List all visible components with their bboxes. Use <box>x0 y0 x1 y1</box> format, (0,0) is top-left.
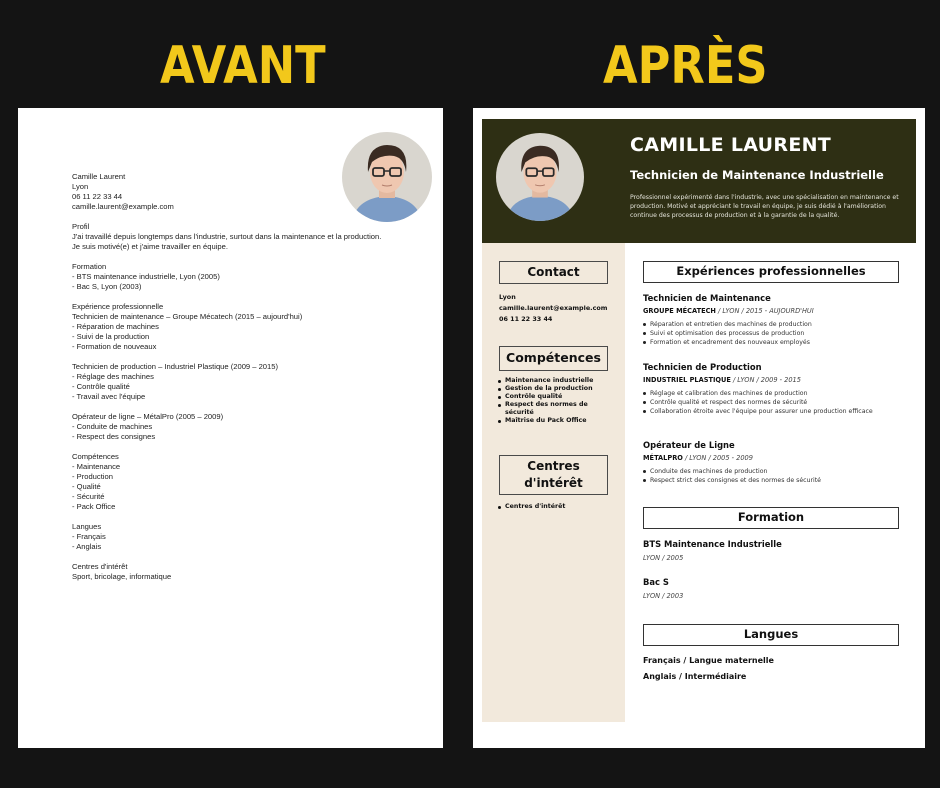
before-cv-text <box>72 172 432 592</box>
before-experience-3: Opérateur de ligne – MétalPro (2005 – 2009) - Conduite de machines - Respect des consignes <box>72 412 224 441</box>
before-contact: Camille Laurent Lyon 06 11 22 33 44 camille.laurent@example.com <box>72 172 174 211</box>
before-experience-2: Technicien de production – Industriel Plastique (2009 – 2015) - Réglage des machines - Contrôle qualité - Travail avec l'équipe <box>72 362 279 401</box>
skill-item: Maîtrise du Pack Office <box>497 417 617 425</box>
job-meta: MÉTALPRO / LYON / 2005 - 2009 <box>643 454 753 462</box>
contact-city: Lyon <box>499 293 516 301</box>
job-bullets: Conduite des machines de production Respect strict des consignes et des normes de sécurité <box>643 467 888 485</box>
skills-list <box>497 377 617 425</box>
job-meta: INDUSTRIEL PLASTIQUE / LYON / 2009 - 2015 <box>643 376 801 384</box>
after-cv-page <box>473 108 925 748</box>
education-title: BTS Maintenance Industrielle <box>643 539 782 549</box>
job-title: Technicien de Maintenance <box>643 293 771 303</box>
skill-item: Respect des normes de sécurité <box>497 401 617 417</box>
education-meta: LYON / 2003 <box>643 592 684 600</box>
contact-details <box>499 292 607 325</box>
skills-section-title: Compétences <box>499 346 608 371</box>
job-bullets: Réparation et entretien des machines de production Suivi et optimisation des processus de production Formation et encadrement des nouveaux employés <box>643 320 888 347</box>
job-title: Technicien de Production <box>643 362 762 372</box>
skill-item: Maintenance industrielle <box>497 377 617 385</box>
before-interests: Centres d'intérêt Sport, bricolage, informatique <box>72 562 172 581</box>
education-title: Bac S <box>643 577 669 587</box>
cv-summary: Professionnel expérimenté dans l'industrie, avec une spécialisation en maintenance et production. Motivé et appréciant le travail en équipe, je suis dédié à l'amélioration continue des processus de production et à la garantie de la qualité. <box>630 194 899 219</box>
skill-item: Contrôle qualité <box>497 393 617 401</box>
job-meta: GROUPE MÉCATECH / LYON / 2015 - AUJOURD'HUI <box>643 307 814 315</box>
experience-section-title: Expériences professionnelles <box>643 261 899 283</box>
cv-name: CAMILLE LAURENT <box>630 134 832 156</box>
job-title: Opérateur de Ligne <box>643 440 735 450</box>
interests-section-title: Centres d'intérêt <box>499 455 608 495</box>
portrait-photo-icon <box>496 133 584 221</box>
interests-list <box>497 503 617 511</box>
interest-item: Centres d'intérêt <box>497 503 617 511</box>
before-cv-page <box>18 108 443 748</box>
before-languages: Langues - Français - Anglais <box>72 522 106 551</box>
cv-header <box>482 119 916 243</box>
contact-phone: 06 11 22 33 44 <box>499 315 553 323</box>
contact-email: camille.laurent@example.com <box>499 304 608 312</box>
before-education: Formation - BTS maintenance industrielle, Lyon (2005) - Bac S, Lyon (2003) <box>72 262 220 291</box>
education-meta: LYON / 2005 <box>643 554 684 562</box>
language-item: Anglais / Intermédiaire <box>643 672 747 681</box>
job-bullets: Réglage et calibration des machines de production Contrôle qualité et respect des normes de sécurité Collaboration étroite avec l'équipe pour assurer une production efficace <box>643 389 883 416</box>
before-experience-1: Expérience professionnelle Technicien de maintenance – Groupe Mécatech (2015 – aujourd'hui) - Réparation de machines - Suivi de la production - Formation de nouveaux <box>72 302 303 351</box>
before-heading: AVANT <box>160 36 326 96</box>
before-skills: Compétences - Maintenance - Production - Qualité - Sécurité - Pack Office <box>72 452 121 511</box>
language-item: Français / Langue maternelle <box>643 656 774 665</box>
cv-job-title: Technicien de Maintenance Industrielle <box>630 168 884 182</box>
languages-section-title: Langues <box>643 624 899 646</box>
skill-item: Gestion de la production <box>497 385 617 393</box>
education-section-title: Formation <box>643 507 899 529</box>
contact-section-title: Contact <box>499 261 608 284</box>
cv-sidebar <box>482 243 625 722</box>
before-profile: Profil J'ai travaillé depuis longtemps dans l'industrie, surtout dans la maintenance et la production. Je suis motivé(e) et j'aime travailler en équipe. <box>72 222 382 251</box>
after-heading: APRÈS <box>603 36 768 96</box>
